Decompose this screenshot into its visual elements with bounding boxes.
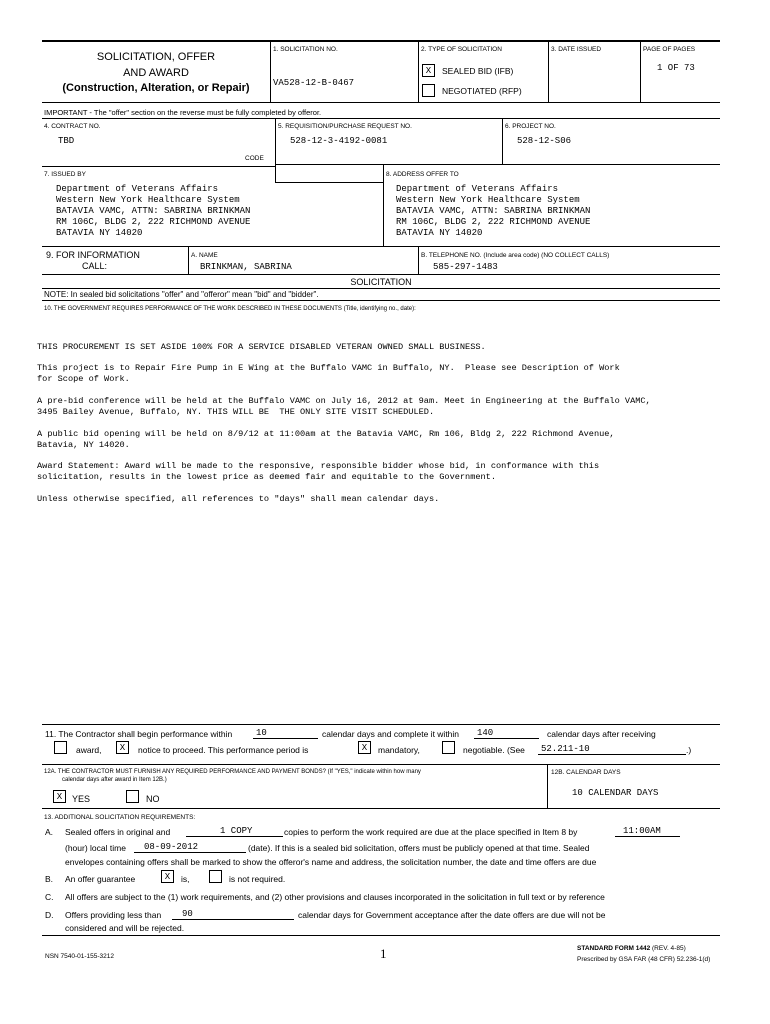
item13-b-text1: An offer guarantee [65, 874, 136, 884]
item11-text-b: calendar days and complete it within [322, 729, 460, 739]
address-offer-label: 8. ADDRESS OFFER TO [386, 171, 459, 178]
date-issued-label: 3. DATE ISSUED [551, 46, 602, 53]
item12b-label: 12B. CALENDAR DAYS [551, 769, 621, 776]
award-label: award, [76, 745, 102, 755]
bonds-yes-checkbox[interactable]: X [53, 790, 66, 803]
item12a-label: 12A. THE CONTRACTOR MUST FURNISH ANY REQUIRED PERFORMANCE AND PAYMENT BONDS? (If "YES," indicate within how many [44, 769, 421, 775]
item12b-value: 10 CALENDAR DAYS [572, 788, 659, 798]
form-title-line2: AND AWARD [123, 67, 189, 79]
item11-text-c: calendar days after receiving [547, 729, 656, 739]
work-paragraph-4: A public bid opening will be held on 8/9/12 at 11:00am at the Batavia VAMC, Rm 106, Bldg 2, 222 Richmond Avenue, Batavia, NY 14020. [37, 429, 615, 450]
issued-by-line-2: Western New York Healthcare System [56, 195, 240, 205]
item13-a-text4: (date). If this is a sealed bid solicitation, offers must be publicly opened at that time. Sealed [248, 843, 590, 853]
solicitation-no-value: VA528-12-B-0467 [273, 78, 355, 88]
page-of-pages-value: 1 OF 73 [657, 63, 695, 73]
item12a-label-2: calendar days after award in Item 12B.) [62, 777, 167, 783]
item13-due-date[interactable]: 08-09-2012 [134, 842, 246, 853]
work-paragraph-1: THIS PROCUREMENT IS SET ASIDE 100% FOR A SERVICE DISABLED VETERAN OWNED SMALL BUSINESS. [37, 342, 486, 352]
issued-by-line-4: RM 106C, BLDG 2, 222 RICHMOND AVENUE [56, 217, 251, 227]
issued-by-label: 7. ISSUED BY [44, 171, 86, 178]
item13-due-time[interactable]: 11:00AM [615, 826, 680, 837]
requisition-value: 528-12-3-4192-0081 [290, 136, 388, 146]
contract-no-value: TBD [58, 136, 75, 146]
project-no-label: 6. PROJECT NO. [505, 123, 556, 130]
negotiable-label: negotiable. (See [463, 745, 525, 755]
item13-b-letter: B. [45, 874, 54, 884]
project-no-value: 528-12-S06 [517, 136, 572, 146]
item11-text-a: 11. The Contractor shall begin performance within [45, 729, 233, 739]
sealed-bid-checkbox[interactable]: X [422, 64, 435, 77]
info-phone-label: B. TELEPHONE NO. (Include area code) (NO COLLECT CALLS) [421, 252, 610, 259]
item13-d-text2: calendar days for Government acceptance after the date offers are due will not be [298, 910, 606, 920]
important-note: IMPORTANT - The "offer" section on the reverse must be fully completed by offeror. [44, 108, 322, 117]
item10-label: 10. THE GOVERNMENT REQUIRES PERFORMANCE OF THE WORK DESCRIBED IN THESE DOCUMENTS (Title, identifying no., date): [44, 306, 416, 312]
item13-c-letter: C. [45, 892, 54, 902]
requisition-label: 5. REQUISITION/PURCHASE REQUEST NO. [278, 123, 412, 130]
sealed-bid-label: SEALED BID (IFB) [442, 66, 514, 76]
info-label-line2: CALL: [82, 261, 108, 271]
page-of-pages-label: PAGE OF PAGES [643, 46, 696, 53]
item13-a-text2: copies to perform the work required are due at the place specified in Item 8 by [284, 827, 578, 837]
standard-form-name [577, 945, 686, 952]
address-offer-line-1: Department of Veterans Affairs [396, 184, 559, 194]
work-paragraph-2: This project is to Repair Fire Pump in E Wing at the Buffalo VAMC in Buffalo, NY. Please see Description of Work for Scope of Work. [37, 363, 620, 384]
guarantee-not-required-checkbox[interactable] [209, 870, 222, 883]
form-title-line1: SOLICITATION, OFFER [96, 51, 216, 63]
item11-see-clause[interactable]: 52.211-10 [538, 744, 686, 755]
issued-by-line-3: BATAVIA VAMC, ATTN: SABRINA BRINKMAN [56, 206, 251, 216]
item13-a-letter: A. [45, 827, 54, 837]
form-title-line3: (Construction, Alteration, or Repair) [62, 82, 250, 94]
item13-label: 13. ADDITIONAL SOLICITATION REQUIREMENTS: [44, 814, 196, 821]
bonds-no-label: NO [146, 794, 160, 804]
info-name-value: BRINKMAN, SABRINA [200, 262, 292, 272]
work-paragraph-6: Unless otherwise specified, all references to "days" shall mean calendar days. [37, 494, 440, 504]
solicitation-heading: SOLICITATION [350, 277, 412, 287]
item11-complete-days[interactable]: 140 [474, 728, 539, 739]
work-paragraph-5: Award Statement: Award will be made to the responsive, responsible bidder whose bid, in conformance with this solicitation, results in the lowest price as deemed fair and equitable to the Government. [37, 461, 600, 482]
bonds-no-checkbox[interactable] [126, 790, 139, 803]
item13-copies[interactable]: 1 COPY [186, 826, 283, 837]
item13-a-text3: (hour) local time [65, 843, 126, 853]
solicitation-no-label: 1. SOLICITATION NO. [273, 46, 338, 53]
guarantee-is-checkbox[interactable]: X [161, 870, 174, 883]
item11-close-paren: .) [686, 745, 692, 755]
issued-by-line-5: BATAVIA NY 14020 [56, 228, 143, 238]
address-offer-line-4: RM 106C, BLDG 2, 222 RICHMOND AVENUE [396, 217, 591, 227]
nsn-number: NSN 7540-01-155-3212 [45, 953, 115, 960]
info-label-line1: 9. FOR INFORMATION [46, 250, 140, 260]
page-number: 1 [380, 946, 387, 961]
prescribed-by: Prescribed by GSA FAR (48 CFR) 52.236-1(d) [577, 956, 711, 963]
info-phone-value: 585-297-1483 [433, 262, 498, 272]
address-offer-line-5: BATAVIA NY 14020 [396, 228, 483, 238]
notice-to-proceed-checkbox[interactable]: X [116, 741, 129, 754]
issued-by-line-1: Department of Veterans Affairs [56, 184, 219, 194]
work-paragraph-3: A pre-bid conference will be held at the Buffalo VAMC on July 16, 2012 at 9am. Meet in Engineering at the Buffalo VAMC, 3495 Bailey Avenue, Buffalo, NY. THIS WILL BE THE ONLY SITE VISIT SCHEDULED. [37, 396, 651, 417]
item13-a-text1: Sealed offers in original and [65, 827, 171, 837]
item13-d-text3: considered and will be rejected. [65, 923, 185, 933]
item11-begin-days[interactable]: 10 [253, 728, 318, 739]
address-offer-line-2: Western New York Healthcare System [396, 195, 580, 205]
guarantee-not-required-label: is not required. [229, 874, 286, 884]
item13-d-text1: Offers providing less than [65, 910, 162, 920]
item13-d-letter: D. [45, 910, 54, 920]
guarantee-is-label: is, [181, 874, 190, 884]
item13-acceptance-days[interactable]: 90 [172, 909, 294, 920]
solicitation-note: NOTE: In sealed bid solicitations "offer" and "offeror" mean "bid" and "bidder". [44, 290, 319, 299]
negotiable-checkbox[interactable] [442, 741, 455, 754]
contract-no-label: 4. CONTRACT NO. [44, 123, 101, 130]
info-name-label: A. NAME [191, 252, 218, 259]
item13-c-text: All offers are subject to the (1) work requirements, and (2) other provisions and clauses incorporated in the solicitation in full text or by reference [65, 892, 605, 902]
item13-a-text5: envelopes containing offers shall be marked to show the offeror's name and address, the solicitation number, the date and time offers are due [65, 857, 597, 867]
standard-form-rev: (REV. 4-85) [650, 945, 686, 952]
address-offer-line-3: BATAVIA VAMC, ATTN: SABRINA BRINKMAN [396, 206, 591, 216]
award-checkbox[interactable] [54, 741, 67, 754]
mandatory-checkbox[interactable]: X [358, 741, 371, 754]
negotiated-checkbox[interactable] [422, 84, 435, 97]
type-of-solicitation-label: 2. TYPE OF SOLICITATION [421, 46, 502, 53]
standard-form-title: STANDARD FORM 1442 [577, 945, 651, 952]
mandatory-label: mandatory, [378, 745, 420, 755]
negotiated-label: NEGOTIATED (RFP) [442, 86, 522, 96]
code-label: CODE [245, 155, 264, 162]
bonds-yes-label: YES [72, 794, 91, 804]
notice-to-proceed-label: notice to proceed. This performance period is [138, 745, 309, 755]
